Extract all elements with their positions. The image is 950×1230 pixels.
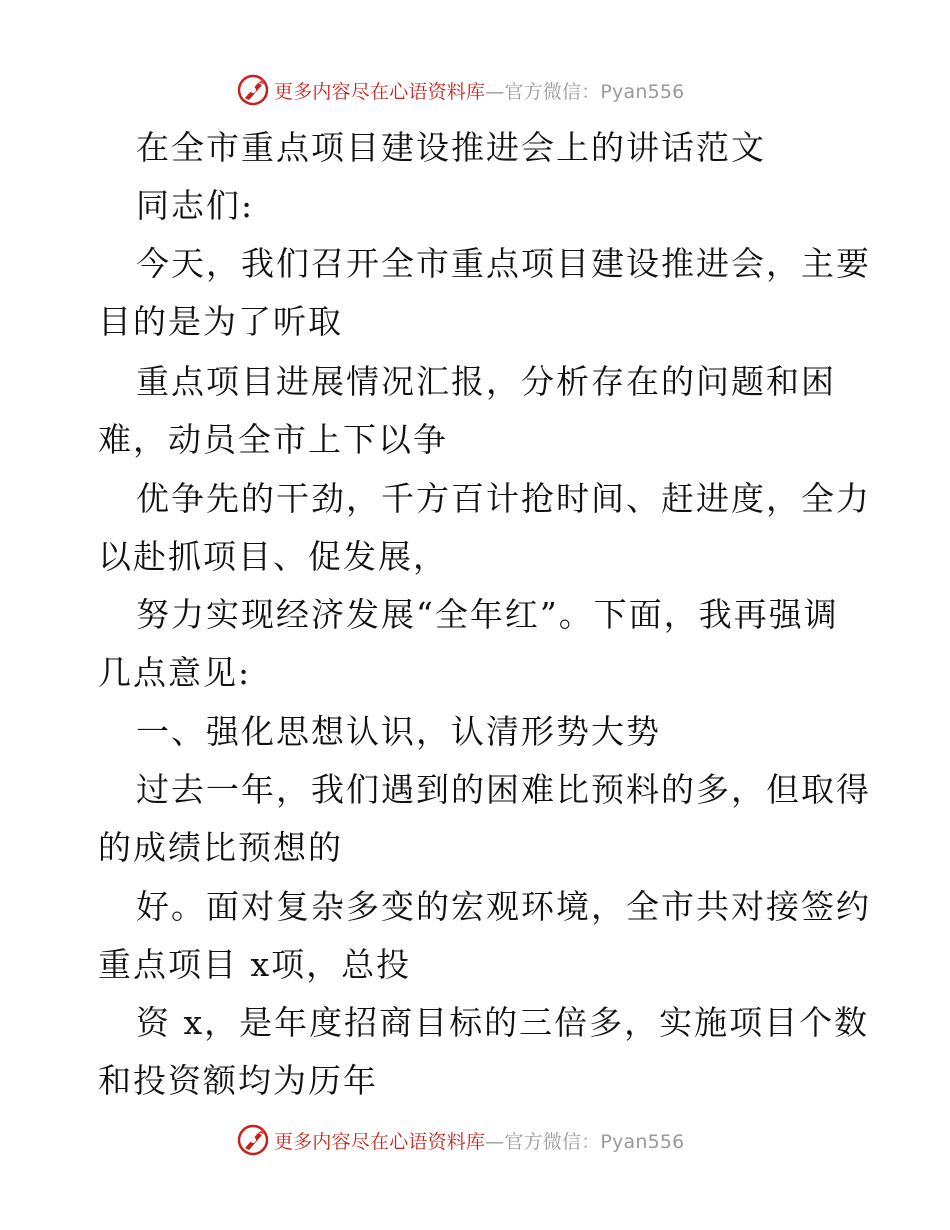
- document-line: 和投资额均为历年: [98, 1061, 378, 1100]
- document-line: 资 x，是年度招商目标的三倍多，实施项目个数: [136, 1003, 870, 1042]
- quill-pen-logo-icon: [236, 73, 270, 107]
- document-line: 目的是为了听取: [98, 302, 343, 341]
- document-line: 重点项目 x项，总投: [98, 945, 412, 984]
- document-line: 难，动员全市上下以争: [98, 420, 448, 459]
- document-line: 几点意见:: [98, 653, 252, 692]
- watermark-text: [274, 77, 684, 104]
- watermark-gray-text: —官方微信：Pyan556: [485, 1130, 685, 1153]
- watermark-gray-text: —官方微信：Pyan556: [485, 80, 685, 103]
- watermark-red-text: 更多内容尽在心语资料库: [274, 80, 486, 103]
- quill-pen-logo-icon: [236, 1123, 270, 1157]
- document-line: 过去一年，我们遇到的困难比预料的多，但取得: [136, 770, 871, 809]
- document-line: 同志们:: [136, 186, 255, 225]
- document-line: 的成绩比预想的: [98, 828, 343, 867]
- footer-watermark: [236, 1122, 684, 1158]
- document-line: 优争先的干劲，千方百计抢时间、赶进度，全力: [136, 479, 871, 518]
- section-heading: 一、强化思想认识，认清形势大势: [136, 712, 661, 751]
- watermark-red-text: 更多内容尽在心语资料库: [274, 1130, 486, 1153]
- document-line: 努力实现经济发展“全年红”。下面，我再强调: [136, 595, 839, 634]
- document-line: 今天，我们召开全市重点项目建设推进会，主要: [136, 244, 871, 283]
- document-line: 以赴抓项目、促发展，: [98, 537, 448, 576]
- document-title: 在全市重点项目建设推进会上的讲话范文: [136, 128, 766, 167]
- document-line: 好。面对复杂多变的宏观环境，全市共对接签约: [136, 887, 871, 926]
- watermark-text: [274, 1127, 684, 1154]
- header-watermark: [236, 72, 684, 108]
- document-line: 重点项目进展情况汇报，分析存在的问题和困: [136, 362, 836, 401]
